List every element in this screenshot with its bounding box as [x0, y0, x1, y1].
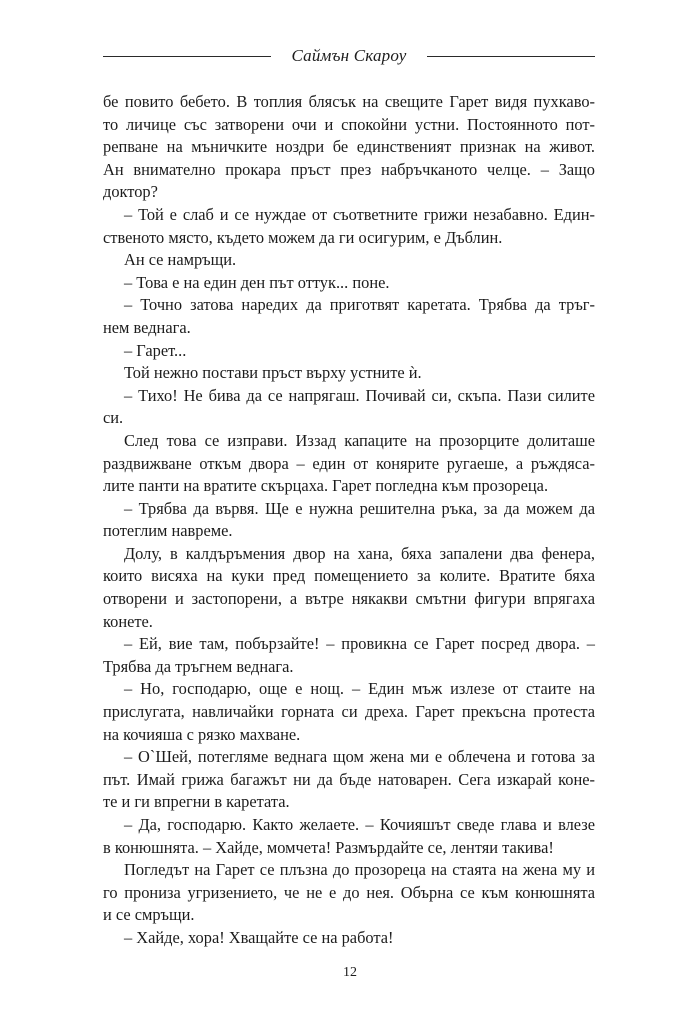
- text-line: то личице със затворени очи и спокойни устни. Постоянното пот-: [103, 114, 595, 134]
- page-number: 12: [343, 965, 357, 980]
- text-line: – Гарет...: [124, 340, 187, 360]
- text-line: конете.: [103, 611, 153, 631]
- text-line: лите панти на вратите скърцаха. Гарет погледна към прозореца.: [103, 476, 549, 496]
- text-line: – Да, господарю. Както желаете. – Кочияшът сведе глава и влезе: [124, 815, 595, 834]
- text-line: – Това е на един ден път оттук... поне.: [124, 272, 390, 292]
- text-line: – Той е слаб и се нуждае от съответните грижи незабавно. Един-: [124, 204, 595, 224]
- text-line: – Но, господарю, още е нощ. – Един мъж излезе от стаите на: [124, 679, 595, 699]
- text-line: път. Имай грижа багажът ни да бъде натоварен. Сега изкарай коне-: [103, 769, 595, 789]
- text-line: потеглим навреме.: [103, 521, 233, 541]
- text-line: Ан се намръщи.: [124, 250, 237, 270]
- text-line: репване на мъничките ноздри бе единственият признак на живот.: [103, 137, 595, 157]
- text-line: След това се изправи. Иззад капаците на прозорците долиташе: [124, 430, 595, 450]
- text-line: – Трябва да вървя. Ще е нужна решителна ръка, за да можем да: [124, 498, 595, 518]
- text-line: си.: [103, 408, 124, 428]
- text-line: Погледът на Гарет се плъзна до прозореца на стаята на жена му и: [124, 860, 595, 880]
- running-header: [103, 44, 595, 68]
- text-line: в конюшнята. – Хайде, момчета! Размърдайте се, лентяи такива!: [103, 837, 554, 857]
- text-line: нем веднага.: [103, 317, 191, 337]
- text-line: Ан внимателно прокара пръст през набръчканото челце. – Защо: [103, 159, 595, 179]
- text-line: – Хайде, хора! Хващайте се на работа!: [124, 927, 394, 947]
- text-line: Трябва да тръгнем веднага.: [103, 656, 294, 676]
- text-line: – О`Шей, потегляме веднага щом жена ми е облечена и готова за: [124, 747, 595, 767]
- text-line: отворени и застопорени, а вътре някакви смътни фигури впрягаха: [103, 589, 595, 609]
- text-line: Долу, в калдъръмения двор на хана, бяха запалени два фенера,: [124, 543, 595, 563]
- text-line: които висяха на куки пред помещението за колите. Вратите бяха: [103, 566, 595, 586]
- text-line: Той нежно постави пръст върху устните ѝ.: [124, 363, 422, 383]
- text-line: – Тихо! Не бива да се напрягаш. Почивай си, скъпа. Пази силите: [124, 385, 595, 405]
- header-rule-right: [427, 56, 595, 57]
- page-body-text: [103, 91, 595, 950]
- text-line: те и ги впрегни в каретата.: [103, 792, 290, 812]
- text-line: на кочияша с рязко махване.: [103, 724, 301, 744]
- text-line: бе повито бебето. В топлия блясък на свещите Гарет видя пухкаво-: [103, 92, 595, 111]
- text-line: раздвижване откъм двора – един от конярите ругаеше, а ръждяса-: [103, 453, 595, 473]
- text-line: доктор?: [103, 182, 158, 202]
- text-line: – Ей, вие там, побързайте! – провикна се Гарет посред двора. –: [124, 634, 595, 654]
- text-line: – Точно затова наредих да приготвят каретата. Трябва да тръг-: [124, 295, 595, 315]
- text-line: ственото място, където можем да ги осигурим, е Дъблин.: [103, 227, 503, 247]
- text-line: и се смръщи.: [103, 905, 195, 925]
- text-line: го прониза угризението, че не е до нея. Обърна се към конюшнята: [103, 882, 595, 902]
- running-head-title: Саймън Скароу: [291, 46, 407, 65]
- text-line: прислугата, навличайки горната си дреха. Гарет прекъсна протеста: [103, 702, 595, 722]
